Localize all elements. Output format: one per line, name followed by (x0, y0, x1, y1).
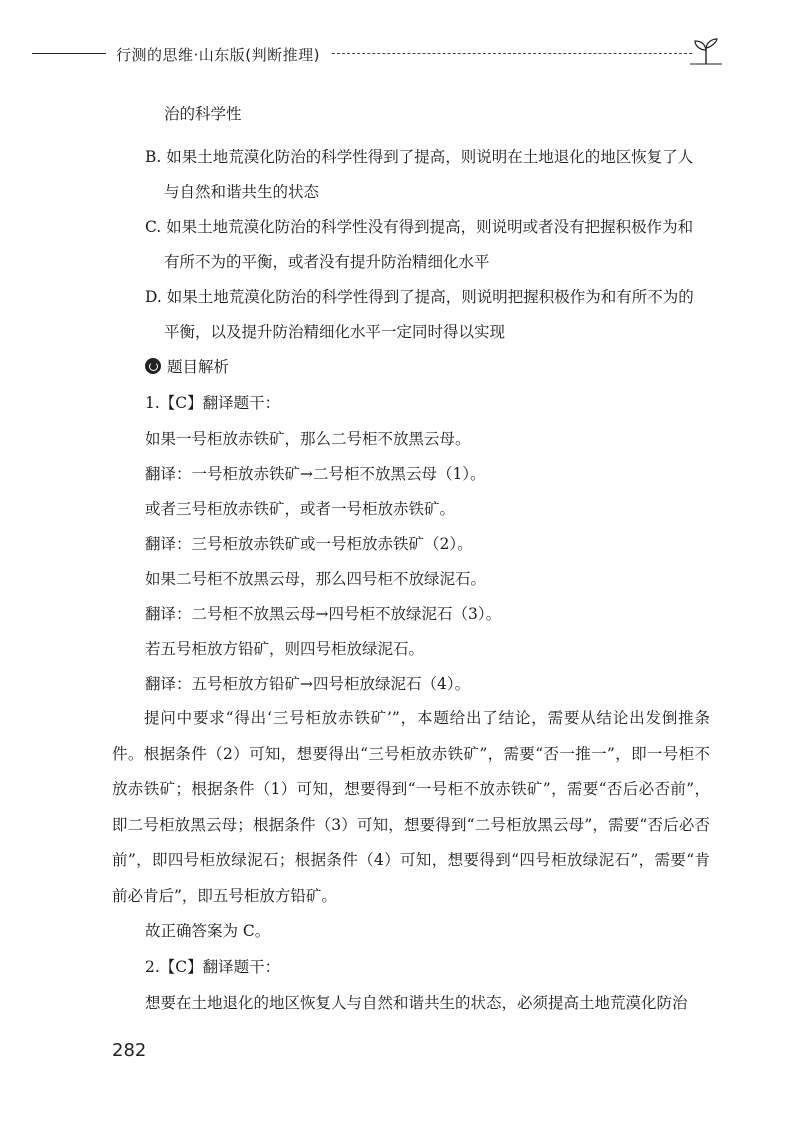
option-c-continuation: 有所不为的平衡，或者没有提升防治精细化水平 (164, 253, 490, 271)
translation-3: 翻译：二号柜不放黑云母→四号柜不放绿泥石（3）。 (145, 605, 502, 623)
analysis-paragraph: 提问中要求“得出‘三号柜放赤铁矿’”，本题给出了结论，需要从结论出发倒推条件。根据条件（2）可知，想要得出“三号柜放赤铁矿”，需要“否一推一”，即一号柜不放赤铁矿；根据条件（1）可知，想要得到“一号柜不放赤铁矿”，需要“否后必否前”，即二号柜放黑云母；根据条件（3）可知，想要得到“二号柜放黑云母”，需要“否后必否前”，即四号柜放绿泥石；根据条件（4）可知，想要得到“四号柜放绿泥石”，需要“肯前必肯后”，即五号柜放方铅矿。 (112, 709, 710, 905)
statement-1: 如果一号柜放赤铁矿，那么二号柜不放黑云母。 (145, 430, 471, 448)
question-2-heading: 2.【C】翻译题干： (145, 958, 281, 976)
section-heading-text: 题目解析 (167, 358, 230, 376)
statement-4: 若五号柜放方铅矿，则四号柜放绿泥石。 (145, 640, 425, 658)
option-c: C. 如果土地荒漠化防治的科学性没有得到提高，则说明或者没有把握积极作为和 (145, 218, 694, 236)
header-rule-left (32, 53, 106, 54)
question-2-text: 想要在土地退化的地区恢复人与自然和谐共生的状态，必须提高土地荒漠化防治 (145, 994, 688, 1012)
page-number: 282 (112, 1040, 147, 1061)
option-b-continuation: 与自然和谐共生的状态 (164, 183, 320, 201)
translation-4: 翻译：五号柜放方铅矿→四号柜放绿泥石（4）。 (145, 675, 471, 693)
option-d: D. 如果土地荒漠化防治的科学性得到了提高，则说明把握积极作为和有所不为的 (145, 288, 694, 306)
running-header (32, 36, 722, 72)
answer-line: 故正确答案为 C。 (145, 922, 271, 940)
sprout-icon (686, 36, 726, 70)
header-rule-right (332, 53, 692, 54)
statement-2: 或者三号柜放赤铁矿，或者一号柜放赤铁矿。 (145, 500, 456, 518)
section-heading (145, 356, 229, 378)
statement-3: 如果二号柜不放黑云母，那么四号柜不放绿泥石。 (145, 570, 487, 588)
question-1-heading: 1.【C】翻译题干： (145, 394, 281, 412)
header-title: 行测的思维·山东版(判断推理) (116, 46, 320, 64)
option-a-continuation: 治的科学性 (164, 105, 242, 123)
option-d-continuation: 平衡，以及提升防治精细化水平一定同时得以实现 (164, 323, 506, 341)
analysis-icon (145, 358, 161, 374)
option-b: B. 如果土地荒漠化防治的科学性得到了提高，则说明在土地退化的地区恢复了人 (145, 148, 694, 166)
translation-1: 翻译：一号柜放赤铁矿→二号柜不放黑云母（1）。 (145, 465, 486, 483)
translation-2: 翻译：三号柜放赤铁矿或一号柜放赤铁矿（2）。 (145, 535, 473, 553)
